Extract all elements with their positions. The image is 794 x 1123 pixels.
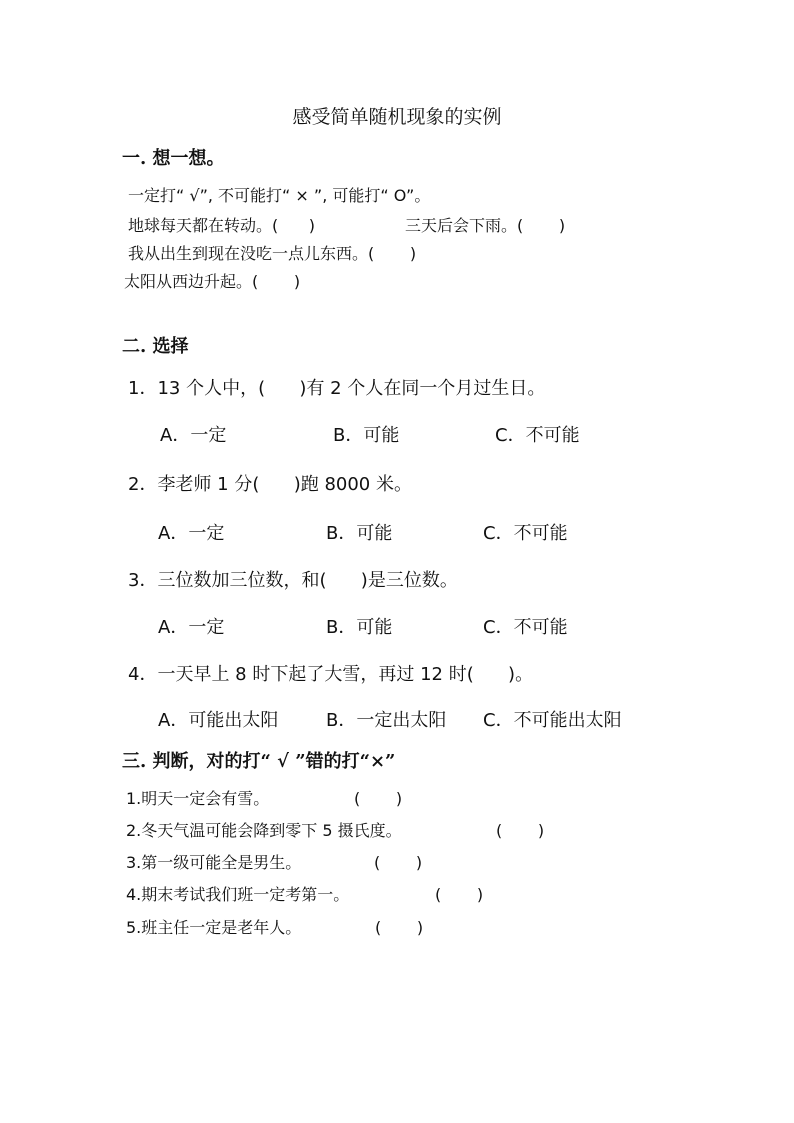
question-stem: 1．13 个人中，( )有 2 个人在同一个月过生日。	[128, 378, 546, 399]
option-b: B．可能	[326, 617, 393, 638]
judgement-item-text: 4.期末考试我们班一定考第一。	[126, 885, 350, 904]
option-b: B．一定出太阳	[326, 710, 447, 731]
section-2-heading: 二. 选择	[122, 336, 189, 357]
option-c: C．不可能	[483, 617, 568, 638]
judgement-item-blank: ( )	[354, 789, 403, 808]
question-stem: 3．三位数加三位数，和( )是三位数。	[128, 570, 458, 591]
option-c: C．不可能出太阳	[483, 710, 622, 731]
option-a: A．一定	[158, 523, 225, 544]
option-a: A．一定	[158, 617, 225, 638]
judgement-item-blank: ( )	[375, 918, 424, 937]
section-1-item: 地球每天都在转动。( )	[128, 216, 316, 235]
judgement-item-text: 3.第一级可能全是男生。	[126, 853, 302, 872]
section-3-heading: 三. 判断，对的打“ √ ”错的打“×”	[122, 751, 396, 772]
option-b: B．可能	[333, 425, 400, 446]
section-1-heading: 一. 想一想。	[122, 148, 225, 169]
judgement-item-blank: ( )	[374, 853, 423, 872]
option-b: B．可能	[326, 523, 393, 544]
judgement-item-text: 2.冬天气温可能会降到零下 5 摄氏度。	[126, 821, 402, 840]
option-c: C．不可能	[483, 523, 568, 544]
question-stem: 2．李老师 1 分( )跑 8000 米。	[128, 474, 412, 495]
judgement-item-blank: ( )	[496, 821, 545, 840]
question-stem: 4．一天早上 8 时下起了大雪，再过 12 时( )。	[128, 664, 534, 685]
judgement-item-blank: ( )	[435, 885, 484, 904]
option-a: A．可能出太阳	[158, 710, 279, 731]
section-1-item: 我从出生到现在没吃一点儿东西。( )	[128, 244, 417, 263]
section-1-instruction: 一定打“ √”, 不可能打“ × ”, 可能打“ O”。	[128, 186, 431, 205]
judgement-item-text: 5.班主任一定是老年人。	[126, 918, 302, 937]
option-a: A．一定	[160, 425, 227, 446]
section-1-item: 三天后会下雨。( )	[405, 216, 566, 235]
section-1-item: 太阳从西边升起。( )	[124, 272, 301, 291]
option-c: C．不可能	[495, 425, 580, 446]
judgement-item-text: 1.明天一定会有雪。	[126, 789, 270, 808]
page-title: 感受简单随机现象的实例	[292, 106, 502, 128]
